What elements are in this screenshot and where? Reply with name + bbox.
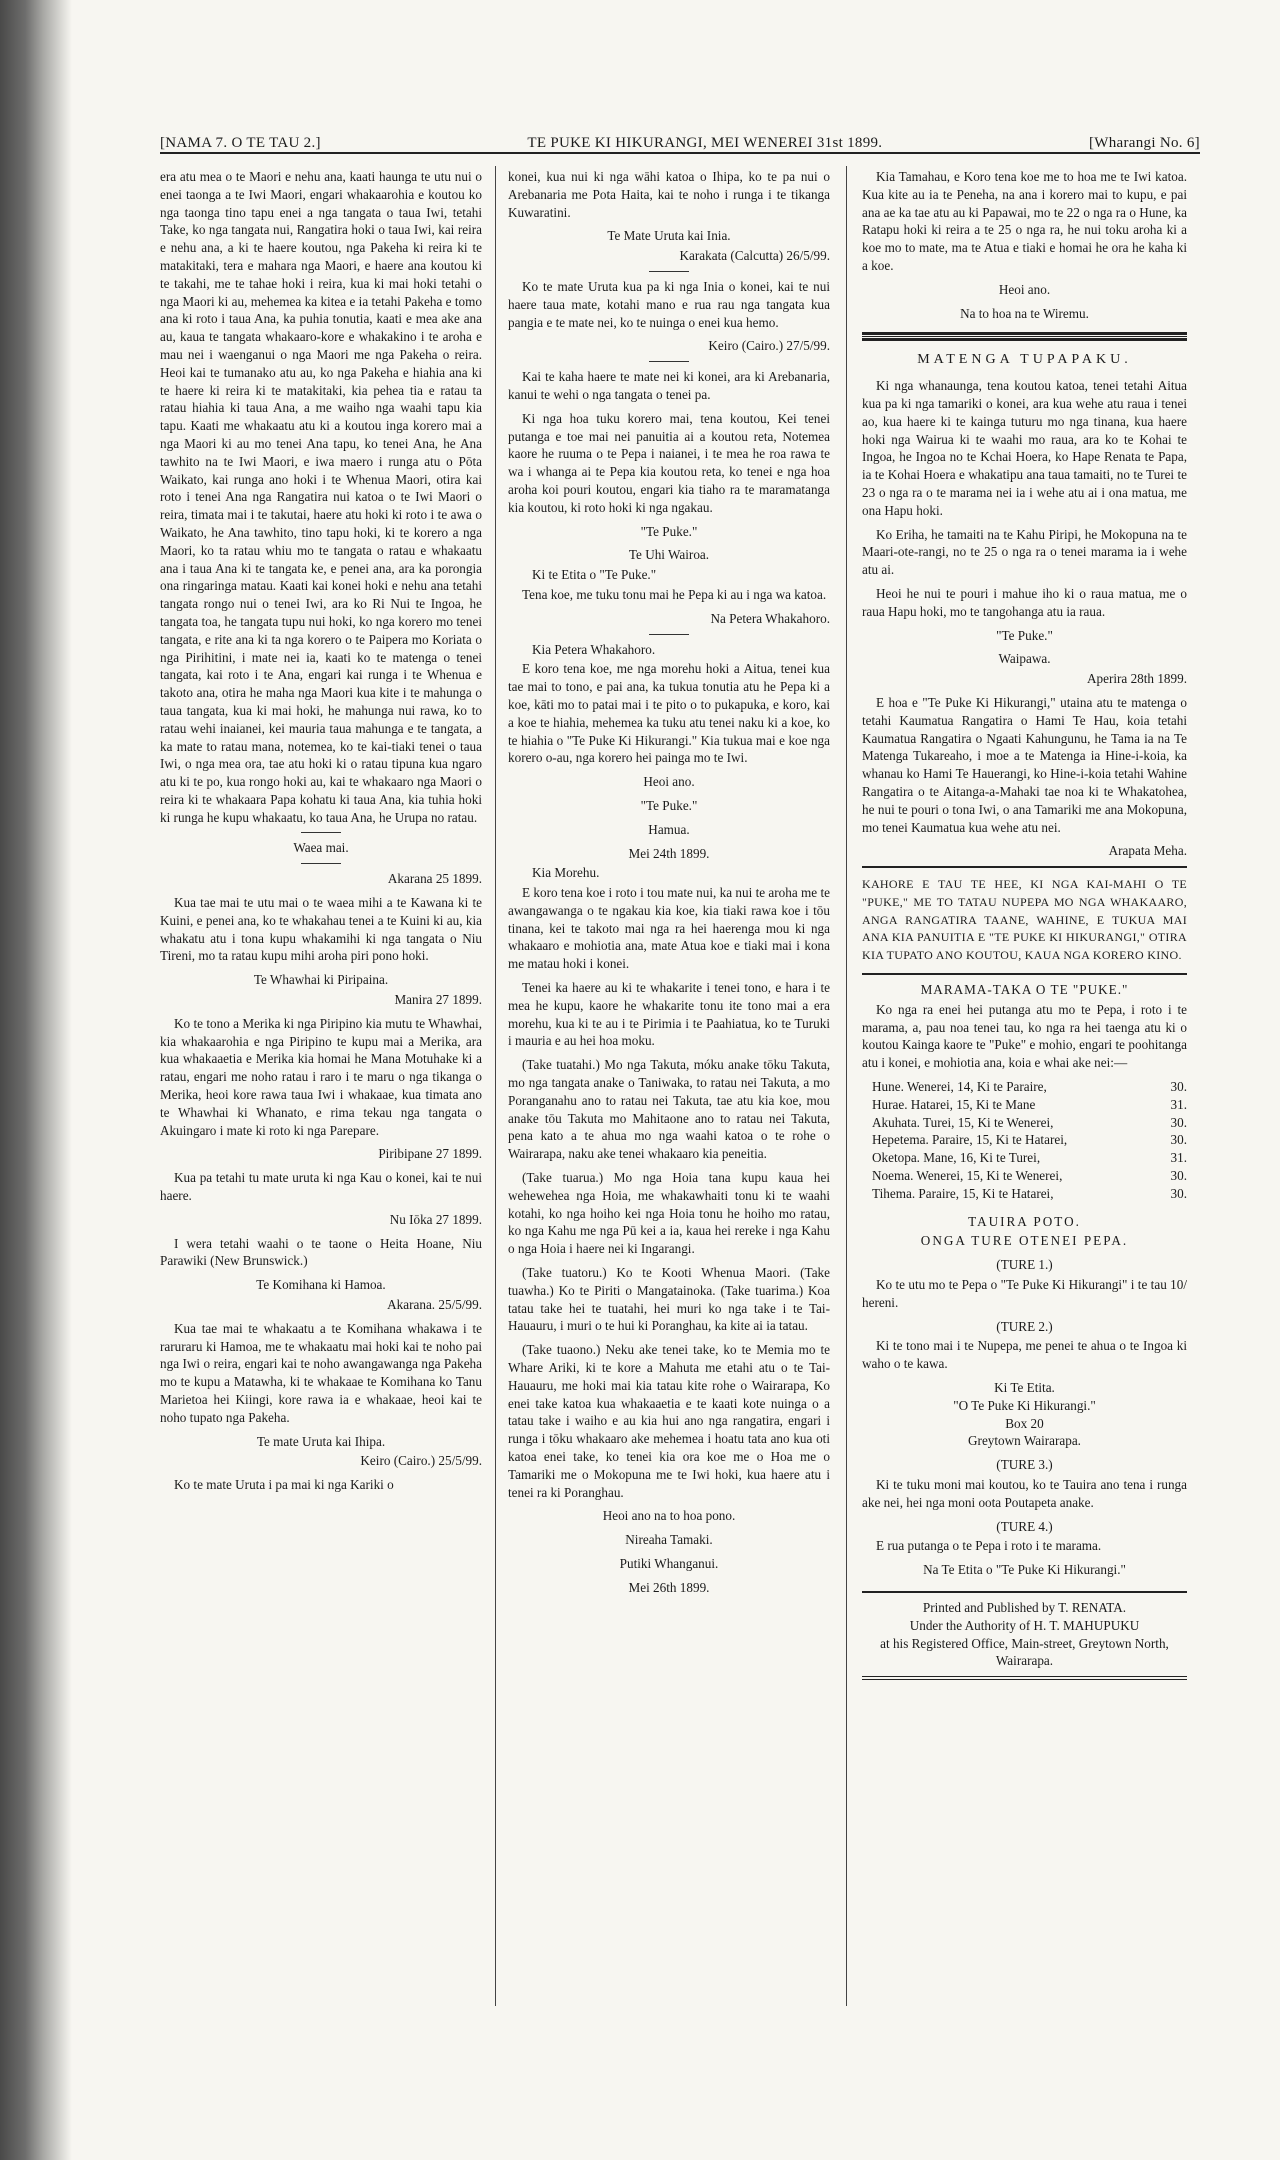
news-item: Ko te tono a Merika ki nga Piripino kia mutu te Whawhai, kia whakaarohia e nga Piripino te kupu mai a Merika, ara kua whakaaetia e Merika kia homai he Mana Motuhake ki a ratau, engari me noho ratau i raro i te maru o nga tikanga o Merika, heoi kore rawa taua Iwi i whakaae, kua timata ano te Whawhai ki Whanato, e rima tekau nga tangata o Akuingaro i mate ki roto ki nga Parepare. bbox=[160, 1015, 482, 1138]
news-item: Kua tae mai te whakaatu a te Komihana whakawa i te raruraru ki Hamoa, me te whakaatu mai hoki kai te noho pai nga Iwi o reira, engari kai te noho awangawanga nga Pakeha mo te kupu a Matawha, ki te whakaae te Komihana ko Tanu Marietoa hei Kiingi, kore rawa ia e whakaae, heoi kai te noho tupato nga Pakeha. bbox=[160, 1320, 482, 1425]
dateline: Nu Iōka 27 1899. bbox=[389, 1211, 482, 1227]
schedule-row: Tihema. Paraire, 15, Ki te Hatarei, 30. bbox=[872, 1185, 1187, 1201]
article-continuation: era atu mea o te Maori e nehu ana, kaati haunga te utu nui o enei taonga a te Iwi Maori, engari whakaarohia e koutou ko nga taonga tino tapu enei a nga tangata o taua Iwi, tetahi Take, ko nga tangata nui, Rangatira hoki o taua Iwi, kai reira e nehu ana, a ki te haere koutou, nga Pakeha ki reira ki te matakitaki, tera e mahara nga Maori, e haere ana koutou ki te takahi, me te tahae hoki i reira, kua ki mai hoki tetahi o nga Maori ki au, mehemea ka kitea e ia tetahi Pakeha e tomo ana ki roto i taua Ana, ka puhia tonutia, kaati e mea ake ana au, kaua te tangata whakaaro-kore e whakakino i te aroha e mau nei i waenganui o nga Maori me nga Pakeha o reira. Heoi kai te tumanako atu au, ko nga Pakeha e hiahia ana ki te haere ki reira ki te matakitaki, kia pehea tia e ratau ta ratau hiahia ki taua Ana, a me waiho nga waahi tapu kia tapu. Kaati me whakaatu atu ki a koutou inga korero mai a nga Maori ki au mo tenei Ana tapu, ko tenei Ana, he Ana tawhito na te Iwi Maori, e iwa maero i runga atu o Pōta Waikato, kai runga ano hoki i te Whenua Maori, otira kai roto i tenei Ana nga Rangatira nui katoa o te Iwi Maori o reira, timata mai i te takutai, haere atu hoki ki roto i te awa o Waikato, he Ana tawhito, tino tapu hoki, ki te korero a nga Maori, ko ta ratau whiu mo te tangata o ratau e whakaatu ana i taua Ana ki te tangata ke, e penei ana, ara ka porongia ona ringaringa matau. Kaati kai konei hoki e nehu ana tetahi tangata rongo nui o tenei Iwi, ara ko Ri Nui te Ingoa, he tangata toa, he tangata tupu nui hoki, ko nga korero mo tenei tangata, e rite ana ki ta nga korero o te Paipera mo Koriata o nga Pirihitini, i mate nei ia, kaati ko te matenga o tenei tangata, kai roto i te Ana, engari kai runga i te Whenua e takoto ana, otira he maha nga Maori kua kite i te mahunga o taua tangata, kua ki mai hoki, he mahunga nui rawa, ko to ratau wehi inaianei, kei mauria taua mahunga e te tangata, a ka mate to ratau mana, notemea, ko te kai-tiaki tenei o taua Iwi, o nga mea ora, tae atu hoki ki o ratau tipuna kua ngaro atu ki te po, kua rongo hoki au, kai te whakaaro nga Maori o reira ki te whakaara Papa kohatu ki taua Ana, kia tuhia hoki ki runga he kupu whakaatu, ko taua Ana, he Urupa no ratau. bbox=[160, 169, 482, 825]
signature: Na Petera Whakahoro. bbox=[710, 610, 830, 626]
section-heading: Waea mai. bbox=[293, 840, 349, 856]
article-continuation: konei, kua nui ki nga wāhi katoa o Ihipa, ko te pa nui o Arebanaria me Pota Haita, kai te noho i runga i te tikanga Kuwaratini. bbox=[508, 169, 830, 220]
editorial-note: Ki nga hoa tuku korero mai, tena koutou, Kei tenei putanga e toe mai nei panuitia ai a koutou reta, Notemea kaore he ruuma o te Pepa i naianei, i te mea he roa rawa te wa i whanga ai te Pepa kia koutou reta, ko tenei e nga hoa aroha koi pouri koutou, engari kia tiaho ra te maramatanga kia koutou, ki roto hoki ki nga ngakau. bbox=[508, 410, 830, 515]
schedule-list bbox=[862, 1078, 1187, 1203]
obituary: Ki nga whanaunga, tena koutou katoa, tenei tetahi Aitua kua pa ki nga tamariki o konei, ara kua wehe atu raua i tenei ao, kua haere ki te kainga tuturu mo nga tinana, kua haere hoki nga Wairua ki te waahi mo raua, ara ko te Kohai te Ingoa, he Ingoa no te Kchai Hoera, ko Hape Renata te Papa, ia te Kohai Hoera e whakatipu ana taua tamaiti, no te Turei te 23 o nga ra o te marama nei ia i wehe atu ai i ona matua, me ona Hapu hoki. bbox=[862, 378, 1187, 518]
address-line: Ki Te Etita. bbox=[994, 1380, 1055, 1396]
section-heading-matenga: MATENGA TUPAPAKU. bbox=[917, 352, 1132, 368]
closing: Heoi ano na to hoa pono. bbox=[602, 1508, 736, 1524]
imprint-line: Under the Authority of H. T. MAHUPUKU bbox=[909, 1617, 1140, 1633]
letter-body: Tenei ka haere au ki te whakarite i tenei tono, e hara i te mea he kupu, kaore he whakarite tonu ite tono mai a era morehu, kua ki te au i te Pirimia i te Paahiatua, ko te Turuki i mauria e au hei hoa moku. bbox=[508, 980, 830, 1049]
letter-body: (Take tuaono.) Neku ake tenei take, ko te Memia mo te Whare Ariki, ki te kore a Mahuta me etahi atu o te Tai-Hauauru, me hoki mai kia tatau kite rohe o Wairarapa, Ko enei take katoa kua whakaaetia e te kaati kote nuinga o a tatau take i waiho e au kia hui ano nga rangatira, engari i runga i tōku whakaaro ake mehemea i hoatu tata ano kua oti katoa enei take, ko tenei kia ora koe me o Hoa me o Tamariki me o Mokopuna me te Iwi hoki, kua haere atu i tenei ra ki Poranghau. bbox=[508, 1342, 830, 1500]
address-line: Box 20 bbox=[1005, 1415, 1044, 1431]
letter-salutation: Kia Morehu. bbox=[532, 865, 600, 881]
news-item: Kai te kaha haere te mate nei ki konei, ara ki Arebanaria, kanui te wehi o nga tangata o tenei pa. bbox=[508, 369, 830, 402]
rule-label: (TURE 3.) bbox=[996, 1457, 1053, 1473]
rule-body: Ki te tono mai i te Nupepa, me penei te ahua o te Ingoa ki waho o te kawa. bbox=[862, 1338, 1187, 1372]
letter-body: Tena koe, me tuku tonu mai he Pepa ki au i nga wa katoa. bbox=[522, 586, 827, 602]
news-item: Ko te mate Uruta kua pa ki nga Inia o konei, kai te nui haere taua mate, kotahi mano e rua rau nga tangata kua pangia e te mate nei, ko te nuinga o enei kua hemo. bbox=[508, 278, 830, 330]
dateline: Putiki Whanganui. bbox=[619, 1555, 719, 1571]
printer-imprint bbox=[862, 1591, 1187, 1680]
rule-label: (TURE 4.) bbox=[996, 1518, 1053, 1534]
dateline: Karakata (Calcutta) 26/5/99. bbox=[679, 248, 830, 264]
imprint-line: Printed and Published by T. RENATA. bbox=[922, 1599, 1127, 1615]
column-2 bbox=[508, 168, 830, 1599]
issue-number: [NAMA 7. O TE TAU 2.] bbox=[160, 135, 321, 151]
news-item: Ko te mate Uruta i pa mai ki nga Kariki o bbox=[174, 1477, 394, 1493]
obituary: E hoa e "Te Puke Ki Hikurangi," utaina atu te matenga o tetahi Kaumatua Rangatira o Hami Te Hau, koia tetahi Kaumatua Rangatira o Ngaati Kahungunu, he Tama ia na Te Matenga Tukareaho, i moe a te Matenga ia Hine-i-koia, ka whanau ko Hami Te Hauerangi, ko Hine-i-koia tetahi Wahine Rangatira o te Aitanga-a-Mahaki tae noa ki te Whakatohea, he nui te pouri o tona Iwi, o ana Tamariki me ana Mokopuna, mo tenei Kaumatua kua wehe atu nei. bbox=[862, 694, 1187, 835]
page-header bbox=[160, 124, 1200, 154]
section-heading: Te Whawhai ki Piripaina. bbox=[253, 972, 389, 988]
letter-salutation: Ki te Etita o "Te Puke." bbox=[532, 567, 657, 583]
separator bbox=[649, 271, 689, 272]
dateline: Aperira 28th 1899. bbox=[1087, 671, 1187, 687]
news-item: Kua pa tetahi tu mate uruta ki nga Kau o konei, kai te nui haere. bbox=[160, 1170, 482, 1204]
dateline: Akarana. 25/5/99. bbox=[387, 1297, 482, 1313]
closing: Heoi ano. bbox=[998, 281, 1051, 297]
rule-label: (TURE 2.) bbox=[996, 1318, 1053, 1334]
obituary: Heoi he nui te pouri i mahue iho ki o raua matua, me o raua Hapu hoki, mo te tangohanga atu ia raua. bbox=[862, 585, 1187, 619]
section-heading: Te Komihana ki Hamoa. bbox=[256, 1277, 386, 1293]
schedule-intro: Ko nga ra enei hei putanga atu mo te Pepa, i roto i te marama, a, pau noa tenei tau, ko nga ra hei taenga atu ki o koutou Kainga kaore te "Puke" e mohio, engari te poohitanga atu i konei, e mohiotia ana, koia e whai ake nei:— bbox=[862, 1001, 1187, 1071]
imprint-line: at his Registered Office, Main-street, Greytown North, Wairarapa. bbox=[880, 1635, 1169, 1669]
dateline: Mei 24th 1899. bbox=[628, 845, 710, 861]
separator bbox=[301, 832, 341, 833]
dateline: Keiro (Cairo.) 27/5/99. bbox=[708, 338, 830, 354]
signature: "Te Puke." bbox=[996, 627, 1053, 643]
page-spine-shadow bbox=[0, 0, 72, 2160]
obituary: Ko Eriha, he tamaiti na te Kahu Piripi, he Mokopuna na te Maari-ote-rangi, no te 25 o nga ra o tenei marama ia i wehe atu ai. bbox=[862, 526, 1187, 578]
dateline: Piribipane 27 1899. bbox=[378, 1146, 482, 1162]
letter-heading: Hamua. bbox=[648, 821, 690, 837]
letter-salutation: Kia Petera Whakahoro. bbox=[532, 641, 656, 657]
schedule-row: Hurae. Hatarei, 15, Ki te Mane 31. bbox=[872, 1096, 1187, 1112]
page-number: [Wharangi No. 6] bbox=[1088, 135, 1200, 151]
separator bbox=[649, 634, 689, 635]
rule-body: Ki te tuku moni mai koutou, ko te Tauira ano tena i runga ake nei, hei nga moni oota Poutapeta anake. bbox=[862, 1477, 1187, 1510]
letter-body: (Take tuatahi.) Mo nga Takuta, móku anake tōku Takuta, mo nga tangata anake o Taniwaka, to ratau nei Takuta, a mo Poranganahu ano to ratau nei Takuta, tae atu kia koe, mou anake tōu Takuta mo Mahitaone ano to ratau nei Takuta, pena kato a te ahua mo nga waahi katoa o te rohe o Wairarapa, naku ake tenei whakaaro kia peneitia. bbox=[508, 1057, 830, 1162]
signature: Arapata Meha. bbox=[1108, 843, 1187, 859]
address-line: "O Te Puke Ki Hikurangi." bbox=[953, 1397, 1096, 1413]
schedule-row: Akuhata. Turei, 15, Ki te Wenerei, 30. bbox=[872, 1114, 1187, 1130]
separator bbox=[862, 866, 1187, 868]
letter-body: (Take tuatoru.) Ko te Kooti Whenua Maori. (Take tuawha.) Ko te Piriti o Mangatainoka. (Take tuarima.) Koa tatau take hei te tuatahi, hei muri ko nga take i te Tai-Hauauru, i muri o te hui ki Poranghau, ka kite ai ia tatau. bbox=[508, 1265, 830, 1334]
schedule-row: Hepetema. Paraire, 15, Ki te Hatarei, 30. bbox=[872, 1132, 1187, 1148]
signature: Nireaha Tamaki. bbox=[625, 1532, 713, 1548]
schedule-row: Noema. Wenerei, 15, Ki te Wenerei, 30. bbox=[872, 1168, 1187, 1184]
separator bbox=[862, 973, 1187, 975]
rule-body: E rua putanga o te Pepa i roto i te marama. bbox=[876, 1538, 1102, 1554]
column-divider bbox=[495, 166, 496, 2006]
dateline: Manira 27 1899. bbox=[394, 992, 482, 1008]
column-divider bbox=[846, 166, 847, 2006]
closing: Heoi ano. bbox=[643, 774, 695, 790]
letter-heading: Te Uhi Wairoa. bbox=[628, 547, 710, 563]
letter-body: (Take tuarua.) Mo nga Hoia tana kupu kaua hei wehewehea nga Hoia, me whakawhaiti tonu ki te waahi kotahi, ko nga hoiho kei nga Hoia tonu he hoiho mo ratau, ko nga Kahu me nga Pū kei a ia, kaua hei rereke i nga Kahu o nga Hoia i haere nei ki Ingarangi. bbox=[508, 1170, 830, 1257]
dateline: Keiro (Cairo.) 25/5/99. bbox=[360, 1453, 482, 1469]
editorial-notice: KAHORE E TAU TE HEE, KI NGA KAI-MAHI O TE "PUKE," ME TO TATAU NUPEPA MO NGA WHAKAARO, ANGA RANGATIRA TAANE, WAHINE, E TUKUA MAI ANA KIA PANUITIA E "TE PUKE KI HIKURANGI," OTIRA KIA TUPATO ANO KOUTOU, KAUA NGA KORERO KINO. bbox=[862, 877, 1187, 963]
rule-body: Ko te utu mo te Pepa o "Te Puke Ki Hikurangi" i te tau 10/ hereni. bbox=[862, 1277, 1187, 1310]
rule-label: (TURE 1.) bbox=[996, 1257, 1053, 1273]
dateline: Akarana 25 1899. bbox=[387, 871, 482, 887]
section-heading: Te mate Uruta kai Ihipa. bbox=[256, 1433, 386, 1449]
column-1 bbox=[160, 168, 482, 1500]
news-item: Kua tae mai te utu mai o te waea mihi a te Kawana ki te Kuini, e penei ana, ko te whakahau tenei a te Kuini ki au, kia whakatu atu i tona kupu whakamihi ki nga tangata o Niu Tireni, mo ta ratau kupu mihi aroha piri pono hoki. bbox=[160, 895, 482, 964]
news-item: I wera tetahi waahi o te taone o Heita Hoane, Niu Parawiki (New Brunswick.) bbox=[160, 1235, 482, 1269]
signature: "Te Puke." bbox=[640, 523, 698, 539]
masthead-title: TE PUKE KI HIKURANGI, MEI WENEREI 31st 1899. bbox=[527, 135, 883, 151]
letter-body: E koro tena koe i roto i tou mate nui, ka nui te aroha me te awangawanga o te ngakau kia koe, kia tiaki rawa koe i tōu tinana, kei te takoto mai nga ra hei haerenga mou ki nga whakaaro e mohiotia ana, mate Atua koe e tiaki mai i kona me matau hoki i konei. bbox=[508, 885, 830, 972]
separator bbox=[301, 863, 341, 864]
section-subheading-ture: ONGA TURE OTENEI PEPA. bbox=[920, 1233, 1129, 1249]
heavy-separator bbox=[862, 332, 1187, 341]
section-heading-tauira: TAUIRA POTO. bbox=[968, 1213, 1081, 1229]
address-line: Greytown Wairarapa. bbox=[968, 1433, 1081, 1449]
letter-body: Kia Tamahau, e Koro tena koe me to hoa me te Iwi katoa. Kua kite au ia te Peneha, na ana i korero mai to kupu, e pai ana ae ka tae atu au ki Papawai, mo te 22 o nga ra o Hune, ka Ratapu hoki ki reira a te 25 o nga ra, he nui toku aroha ki a koe mo to mate, ma te Atua e tiaki e homai he ora he kaha ki a koe. bbox=[862, 169, 1187, 273]
signature: "Te Puke." bbox=[640, 797, 698, 813]
schedule-row: Oketopa. Mane, 16, Ki te Turei, 31. bbox=[872, 1150, 1187, 1166]
schedule-row: Hune. Wenerei, 14, Ki te Paraire, 30. bbox=[872, 1079, 1187, 1095]
column-3 bbox=[862, 168, 1187, 1680]
signature: Na to hoa na te Wiremu. bbox=[960, 305, 1089, 321]
section-heading-marama: MARAMA-TAKA O TE "PUKE." bbox=[920, 982, 1129, 998]
letter-heading: Waipawa. bbox=[998, 651, 1051, 667]
signature: Na Te Etita o "Te Puke Ki Hikurangi." bbox=[923, 1562, 1126, 1578]
dateline: Mei 26th 1899. bbox=[628, 1579, 710, 1595]
separator bbox=[649, 361, 689, 362]
letter-body: E koro tena koe, me nga morehu hoki a Aitua, tenei kua tae mai to tono, e pai ana, ka tukua tonutia atu he Pepa ki a koe, kāti mo to patai mai i te pito o to pukapuka, e koro, kai a koe te hiahia, mehemea ka tuku atu tenei naku ki a koe, ko te hiahia o "Te Puke Ki Hikurangi." Kia tukua mai e koe nga korero o-au, nga korero hei painga mo te Iwi. bbox=[508, 661, 830, 766]
section-heading: Te Mate Uruta kai Inia. bbox=[607, 228, 731, 244]
